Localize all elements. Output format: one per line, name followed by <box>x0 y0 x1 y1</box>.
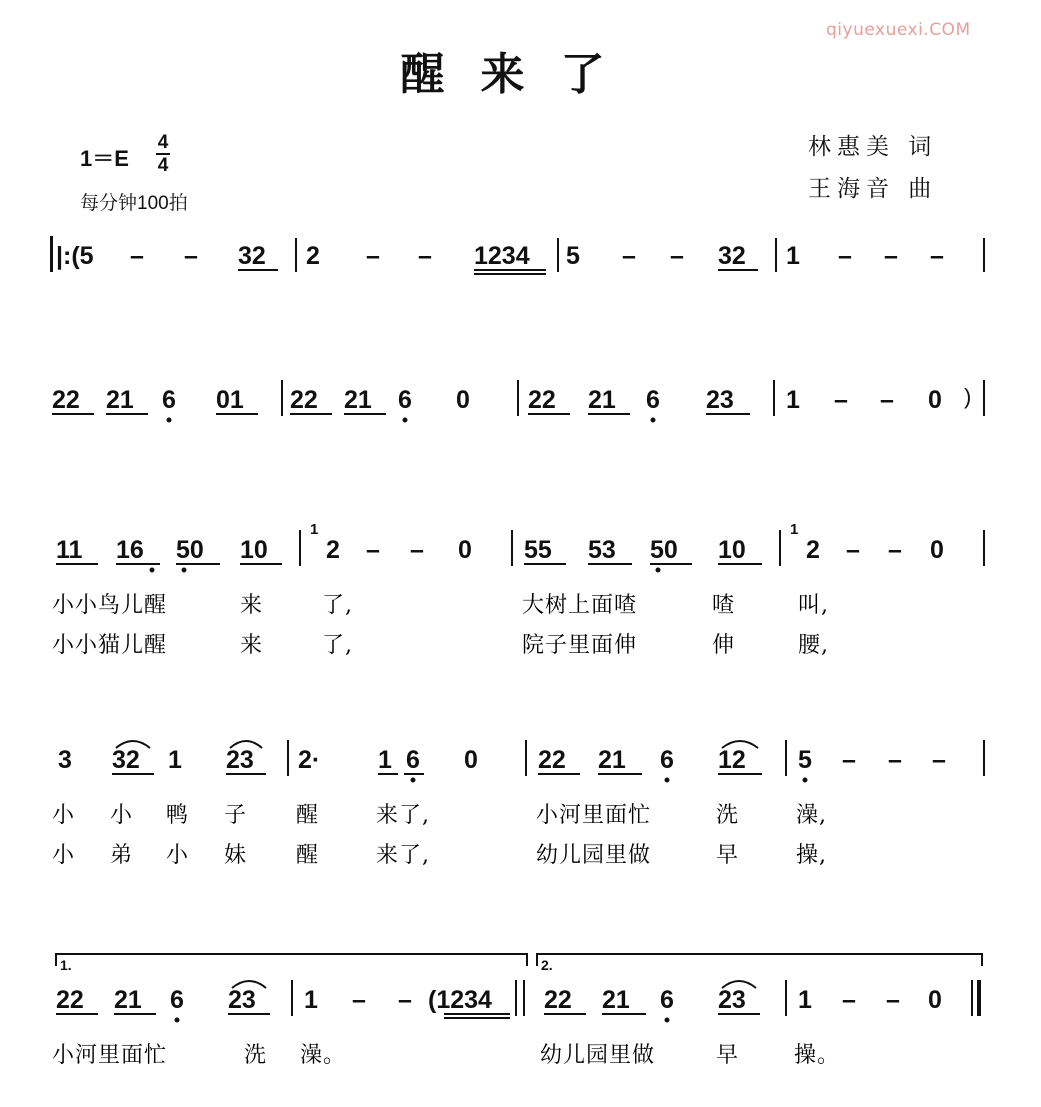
grace-note: 1 <box>790 521 799 538</box>
note: 5 <box>798 746 812 774</box>
lyric: 小 <box>52 843 76 868</box>
note: 22 <box>538 746 566 774</box>
lyric: 幼儿园里做 <box>536 843 652 868</box>
song-title: 醒来了 <box>400 49 641 100</box>
dash: – <box>888 746 902 774</box>
note: 22 <box>52 386 80 414</box>
note: 0 <box>456 386 470 414</box>
dash: – <box>880 386 894 414</box>
lyric: 院子里面伸 <box>522 633 638 658</box>
dash: – <box>410 536 424 564</box>
note: 22 <box>290 386 318 414</box>
lyric: 了, <box>322 633 353 658</box>
note: 0 <box>458 536 472 564</box>
grace-note: 1 <box>310 521 319 538</box>
notation-line-3 <box>56 521 984 573</box>
note: 01 <box>216 386 244 414</box>
lyric: 来 <box>240 593 264 618</box>
dash: – <box>834 386 848 414</box>
lyric: 妹 <box>224 843 248 868</box>
note: 0 <box>464 746 478 774</box>
note: 0 <box>930 536 944 564</box>
note: 6 <box>170 986 184 1014</box>
note: 1 <box>798 986 812 1014</box>
lyric: 腰, <box>798 633 829 658</box>
note: 6 <box>646 386 660 414</box>
dash: – <box>842 986 856 1014</box>
dash: – <box>352 986 366 1014</box>
dash: – <box>670 242 684 270</box>
note: 6 <box>660 746 674 774</box>
notation-line-1 <box>50 236 984 274</box>
lyric: 澡, <box>796 803 827 828</box>
note: 55 <box>524 536 552 564</box>
note: 1 <box>168 746 182 774</box>
lyric: 醒 <box>296 843 320 868</box>
dash: – <box>842 746 856 774</box>
note: 21 <box>344 386 372 414</box>
note: 2 <box>306 242 320 270</box>
paren-close: ) <box>964 384 972 409</box>
dash: – <box>884 242 898 270</box>
lyric: 小 <box>110 803 134 828</box>
dash: – <box>366 536 380 564</box>
lyric: 小 <box>52 803 76 828</box>
note: 3 <box>58 746 72 774</box>
lyric: 醒 <box>296 803 320 828</box>
lyric: 了, <box>322 593 353 618</box>
note: 2 <box>326 536 340 564</box>
lyric: 洗 <box>244 1043 268 1068</box>
note: 0 <box>928 386 942 414</box>
time-signature-top: 4 <box>157 132 169 153</box>
volta-1: 1. <box>60 957 72 973</box>
note: 21 <box>106 386 134 414</box>
notation-line-5 <box>56 980 981 1023</box>
lyric: 来了, <box>376 803 430 828</box>
lyric: 叫, <box>798 593 829 618</box>
dash: – <box>838 242 852 270</box>
note: 12 <box>718 746 746 774</box>
lyric: 小小鸟儿醒 <box>52 593 168 618</box>
note: 10 <box>240 536 268 564</box>
note: 1 <box>786 242 800 270</box>
note: 1234 <box>474 242 530 270</box>
lyric: 小河里面忙 <box>536 803 652 828</box>
lyric: 小河里面忙 <box>52 1043 168 1068</box>
lyricist-credit: 林惠美 词 <box>808 134 938 160</box>
note: |:(5 <box>56 242 94 270</box>
note: 2· <box>298 746 321 774</box>
dash: – <box>398 986 412 1014</box>
volta-brackets <box>56 954 982 973</box>
dash: – <box>932 746 946 774</box>
notation-line-4 <box>58 740 984 783</box>
note: 21 <box>114 986 142 1014</box>
note: 1 <box>786 386 800 414</box>
note: 1 <box>304 986 318 1014</box>
lyric: 幼儿园里做 <box>540 1043 656 1068</box>
lyric: 弟 <box>110 843 134 868</box>
note: (1234 <box>428 986 492 1014</box>
note: 32 <box>112 746 140 774</box>
note: 21 <box>598 746 626 774</box>
lyric: 操。 <box>794 1043 841 1068</box>
note: 6 <box>660 986 674 1014</box>
dash: – <box>886 986 900 1014</box>
note: 23 <box>228 986 256 1014</box>
note: 22 <box>56 986 84 1014</box>
dash: – <box>888 536 902 564</box>
dash: – <box>846 536 860 564</box>
note: 1 <box>378 746 392 774</box>
dash: – <box>930 242 944 270</box>
dash: – <box>418 242 432 270</box>
notation-line-2 <box>52 380 984 423</box>
time-signature-bottom: 4 <box>157 155 169 176</box>
lyric: 小 <box>166 843 190 868</box>
note: 32 <box>718 242 746 270</box>
note: 2 <box>806 536 820 564</box>
composer-credit: 王海音 曲 <box>808 176 938 202</box>
key-signature: 1＝E <box>80 146 129 171</box>
note: 22 <box>544 986 572 1014</box>
lyric: 大树上面喳 <box>522 593 638 618</box>
tempo-marking: 每分钟100拍 <box>80 193 188 214</box>
lyric: 来 <box>240 633 264 658</box>
note: 50 <box>650 536 678 564</box>
lyric: 来了, <box>376 843 430 868</box>
note: 23 <box>706 386 734 414</box>
lyric: 澡。 <box>300 1043 347 1068</box>
note: 6 <box>398 386 412 414</box>
note: 6 <box>406 746 420 774</box>
note: 10 <box>718 536 746 564</box>
note: 21 <box>602 986 630 1014</box>
lyric: 子 <box>224 803 248 828</box>
note: 22 <box>528 386 556 414</box>
note: 32 <box>238 242 266 270</box>
note: 23 <box>226 746 254 774</box>
site-watermark: qiyuexuexi.COM <box>826 20 971 40</box>
dash: – <box>184 242 198 270</box>
lyric: 洗 <box>716 803 740 828</box>
dash: – <box>622 242 636 270</box>
note: 0 <box>928 986 942 1014</box>
lyric: 喳 <box>712 593 736 618</box>
lyric: 伸 <box>712 633 736 658</box>
lyric: 小小猫儿醒 <box>52 633 168 658</box>
note: 50 <box>176 536 204 564</box>
note: 23 <box>718 986 746 1014</box>
final-barline-thick <box>977 980 981 1016</box>
dash: – <box>366 242 380 270</box>
lyric: 早 <box>716 1043 740 1068</box>
note: 11 <box>56 536 83 564</box>
note: 6 <box>162 386 176 414</box>
lyric: 早 <box>716 843 740 868</box>
score-notation <box>50 236 984 1023</box>
note: 21 <box>588 386 616 414</box>
volta-2: 2. <box>541 957 553 973</box>
note: 53 <box>588 536 616 564</box>
lyric: 操, <box>796 843 827 868</box>
lyric: 鸭 <box>166 803 190 828</box>
note: 5 <box>566 242 580 270</box>
note: 16 <box>116 536 144 564</box>
dash: – <box>130 242 144 270</box>
repeat-start-bar <box>50 236 53 272</box>
